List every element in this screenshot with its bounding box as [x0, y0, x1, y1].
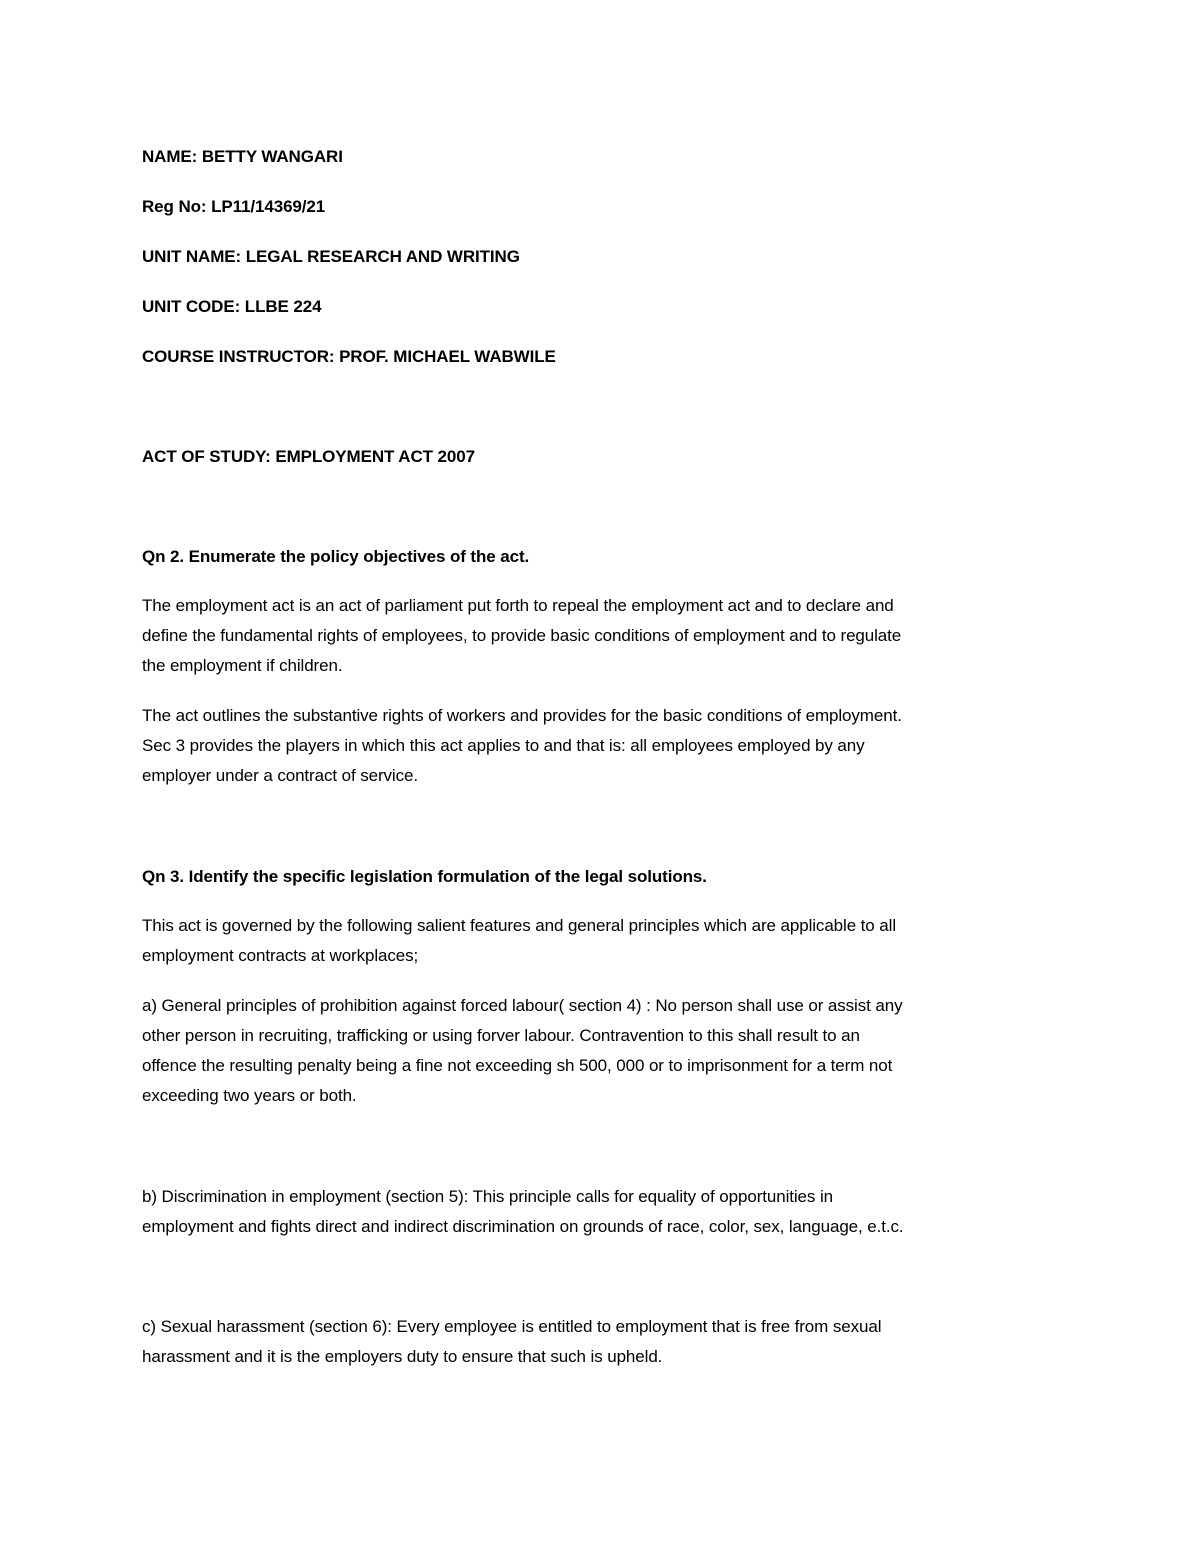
registration-number: Reg No: LP11/14369/21	[142, 197, 326, 216]
question-2-heading: Qn 2. Enumerate the policy objectives of the act.	[142, 547, 530, 566]
course-instructor: COURSE INSTRUCTOR: PROF. MICHAEL WABWILE	[142, 347, 556, 366]
paragraph-line: The act outlines the substantive rights of workers and provides for the basic conditions of employment.	[142, 706, 902, 725]
unit-name: UNIT NAME: LEGAL RESEARCH AND WRITING	[142, 247, 520, 266]
student-name: NAME: BETTY WANGARI	[142, 147, 343, 166]
paragraph-line: Sec 3 provides the players in which this act applies to and that is: all employees employed by any	[142, 736, 865, 755]
list-item-c-line: harassment and it is the employers duty to ensure that such is upheld.	[142, 1347, 663, 1366]
question-3-heading: Qn 3. Identify the specific legislation formulation of the legal solutions.	[142, 867, 707, 886]
unit-code: UNIT CODE: LLBE 224	[142, 297, 322, 316]
list-item-b-line: b) Discrimination in employment (section 5): This principle calls for equality of opportunities in	[142, 1187, 833, 1206]
paragraph-line: the employment if children.	[142, 656, 343, 675]
paragraph-line: employer under a contract of service.	[142, 766, 418, 785]
list-item-a-line: other person in recruiting, trafficking or using forver labour. Contravention to this shall result to an	[142, 1026, 860, 1045]
paragraph-line: This act is governed by the following salient features and general principles which are applicable to all	[142, 916, 896, 935]
paragraph-line: employment contracts at workplaces;	[142, 946, 419, 965]
paragraph-line: define the fundamental rights of employees, to provide basic conditions of employment and to regulate	[142, 626, 902, 645]
act-of-study: ACT OF STUDY: EMPLOYMENT ACT 2007	[142, 447, 475, 466]
list-item-b-line: employment and fights direct and indirect discrimination on grounds of race, color, sex, language, e.t.c.	[142, 1217, 904, 1236]
list-item-a-line: a) General principles of prohibition against forced labour( section 4) : No person shall use or assist any	[142, 996, 903, 1015]
list-item-a-line: exceeding two years or both.	[142, 1086, 357, 1105]
paragraph-line: The employment act is an act of parliament put forth to repeal the employment act and to declare and	[142, 596, 894, 615]
list-item-a-line: offence the resulting penalty being a fine not exceeding sh 500, 000 or to imprisonment for a term not	[142, 1056, 893, 1075]
list-item-c-line: c) Sexual harassment (section 6): Every employee is entitled to employment that is free from sexual	[142, 1317, 882, 1336]
